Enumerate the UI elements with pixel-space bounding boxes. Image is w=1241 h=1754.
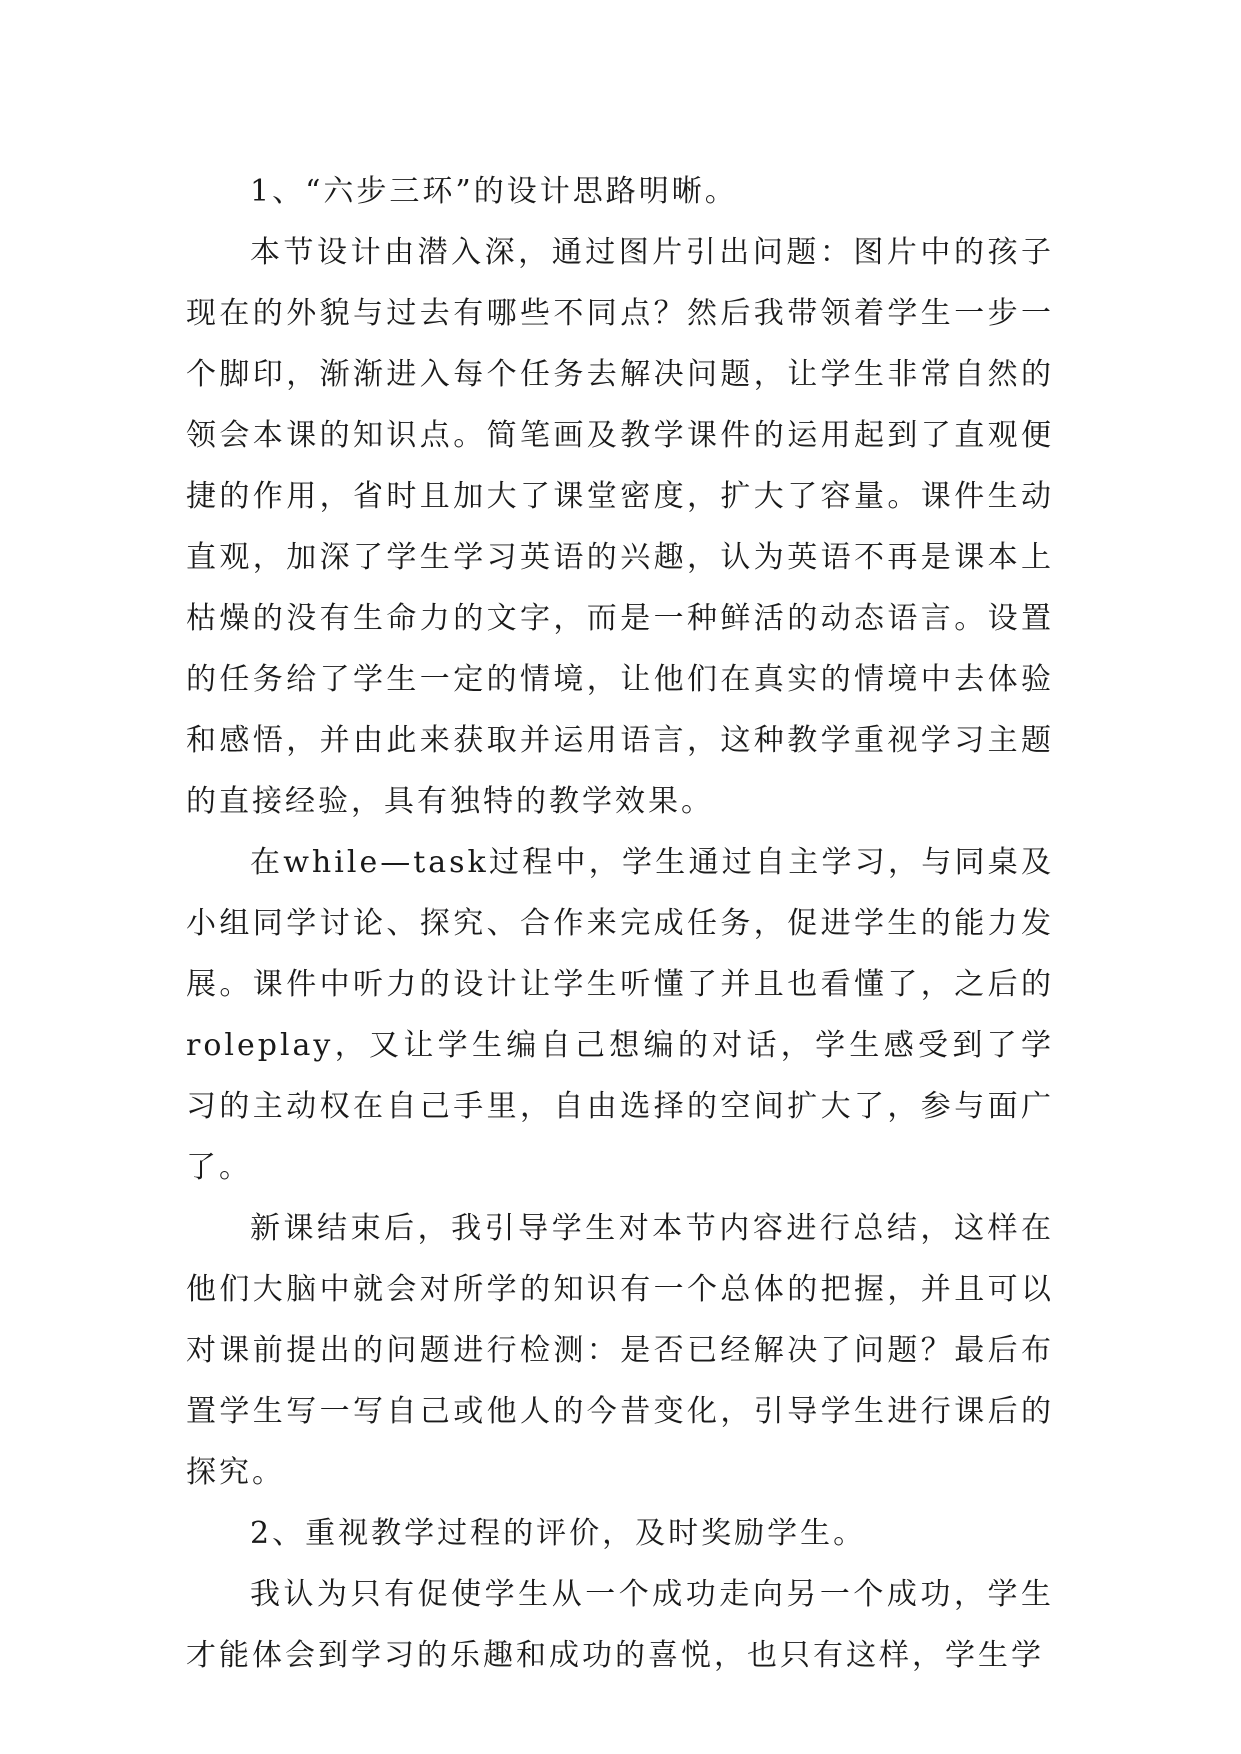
paragraph-lesson-design: 本节设计由潜入深，通过图片引出问题：图片中的孩子现在的外貌与过去有哪些不同点？然后我带领着学生一步一个脚印，渐渐进入每个任务去解决问题，让学生非常自然的领会本课的知识点。简笔画及教学课件的运用起到了直观便捷的作用，省时且加大了课堂密度，扩大了容量。课件生动直观，加深了学生学习英语的兴趣，认为英语不再是课本上枯燥的没有生命力的文字，而是一种鲜活的动态语言。设置的任务给了学生一定的情境，让他们在真实的情境中去体验和感悟，并由此来获取并运用语言，这种教学重视学习主题的直接经验，具有独特的教学效果。 [186, 235, 1054, 819]
paragraph-motivation: 我认为只有促使学生从一个成功走向另一个成功，学生才能体会到学习的乐趣和成功的喜悦，也只有这样，学生学 [186, 1577, 1054, 1673]
paragraph-summary: 新课结束后，我引导学生对本节内容进行总结，这样在他们大脑中就会对所学的知识有一个总体的把握，并且可以对课前提出的问题进行检测：是否已经解决了问题？最后布置学生写一写自己或他人的今昔变化，引导学生进行课后的探究。 [186, 1211, 1054, 1490]
heading-evaluation: 2、重视教学过程的评价，及时奖励学生。 [250, 1516, 867, 1551]
heading-design-approach: 1、“六步三环”的设计思路明晰。 [250, 174, 738, 209]
document-body [186, 161, 1054, 1686]
paragraph-while-task: 在while—task过程中，学生通过自主学习，与同桌及小组同学讨论、探究、合作来完成任务，促进学生的能力发展。课件中听力的设计让学生听懂了并且也看懂了，之后的roleplay，又让学生编自己想编的对话，学生感受到了学习的主动权在自己手里，自由选择的空间扩大了，参与面广了。 [186, 845, 1054, 1185]
